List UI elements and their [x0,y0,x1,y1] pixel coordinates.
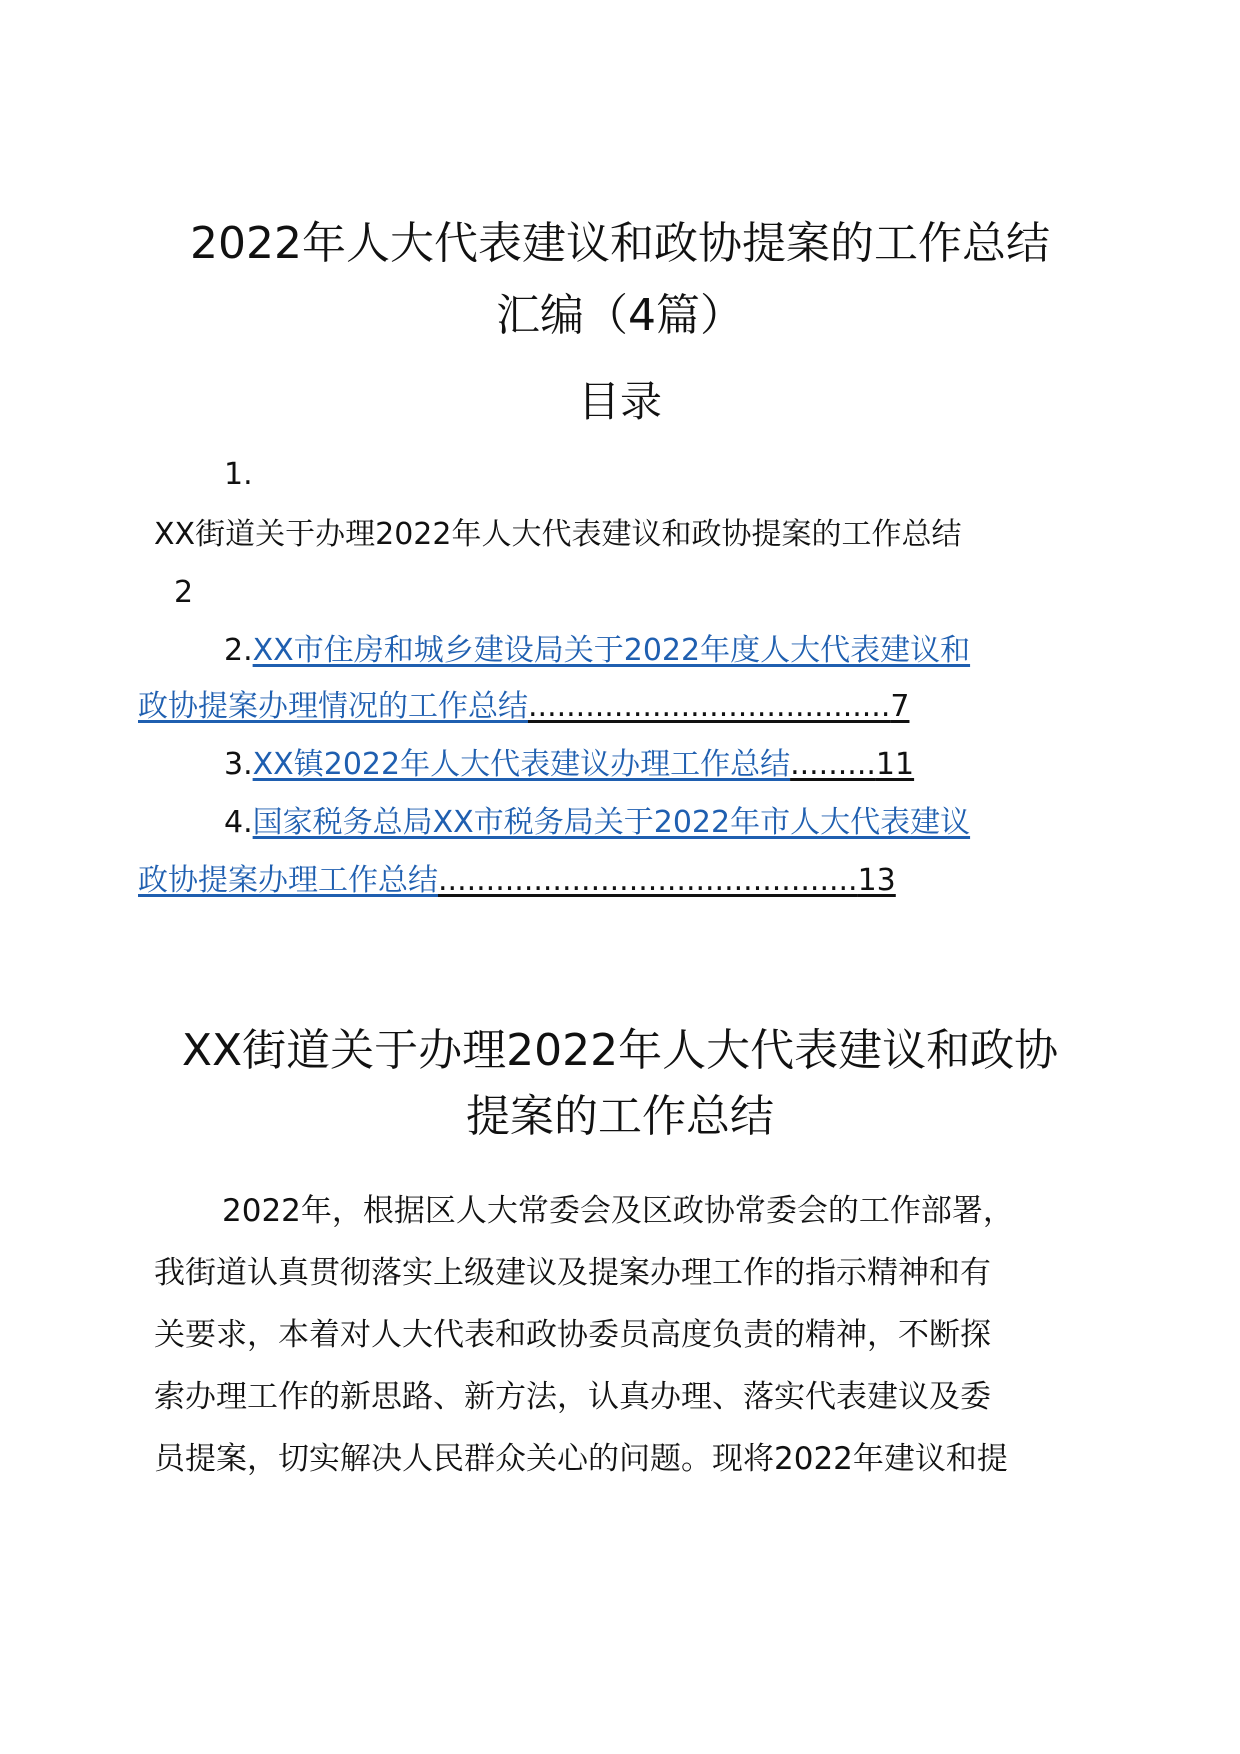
toc-item-2-continued[interactable] [138,682,909,732]
toc-item-3-link[interactable]: XX镇2022年人大代表建议办理工作总结 [252,747,791,782]
toc-item-3[interactable] [224,740,914,790]
toc-item-2-page: 7 [890,689,910,724]
toc-item-4-link-line2[interactable]: 政协提案办理工作总结 [138,863,438,898]
toc-item-4[interactable] [224,798,970,848]
toc-item-2-number: 2. [224,633,253,668]
toc-item-4-link[interactable]: 国家税务总局XX市税务局关于2022年市人大代表建议 [252,805,971,840]
toc-item-3-page: 11 [875,747,915,782]
title-line-2: 汇编（4篇） [496,290,744,341]
toc-item-2[interactable] [224,626,970,676]
body-line-2: 我街道认真贯彻落实上级建议及提案办理工作的指示精神和有 [154,1255,991,1291]
toc-item-3-number: 3. [224,747,253,782]
document-title [150,208,1090,352]
toc-item-4-page: 13 [857,863,896,898]
body-line-1: 2022年，根据区人大常委会及区政协常委会的工作部署， [222,1193,1014,1229]
toc-item-1-page: 2 [174,575,194,610]
body-line-4: 索办理工作的新思路、新方法，认真办理、落实代表建议及委 [154,1379,991,1415]
toc-item-1-number: 1. [224,457,253,492]
toc-item-3-dots: ......... [790,747,876,782]
body-line-3: 关要求，本着对人大代表和政协委员高度负责的精神，不断探 [154,1317,991,1353]
section-title-line-2: 提案的工作总结 [466,1091,774,1142]
title-line-1: 2022年人大代表建议和政协提案的工作总结 [190,218,1050,269]
toc-heading: 目录 [577,377,662,426]
toc-item-1-text: XX街道关于办理2022年人大代表建议和政协提案的工作总结 [154,517,962,552]
toc-item-2-link-line2[interactable]: 政协提案办理情况的工作总结 [138,689,528,724]
toc-item-4-number: 4. [224,805,253,840]
body-line-5: 员提案，切实解决人民群众关心的问题。现将2022年建议和提 [154,1441,1008,1477]
toc-item-4-continued[interactable] [138,856,896,906]
section-title-line-1: XX街道关于办理2022年人大代表建议和政协 [181,1025,1059,1076]
toc-item-2-link[interactable]: XX市住房和城乡建设局关于2022年度人大代表建议和 [252,633,971,668]
section-title [150,1018,1090,1150]
toc-item-2-dots: ...................................... [528,689,891,724]
toc-item-4-dots: ............................................ [438,863,858,898]
body-paragraph [154,1180,1090,1490]
